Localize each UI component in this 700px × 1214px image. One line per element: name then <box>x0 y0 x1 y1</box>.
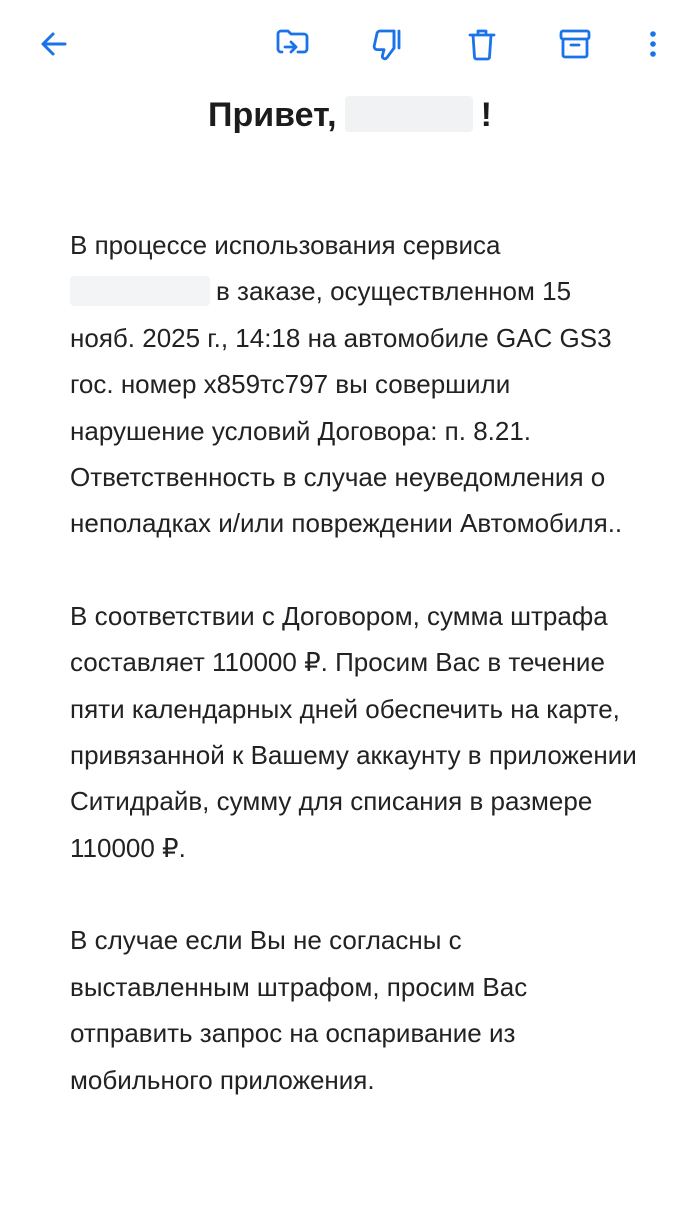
email-body <box>70 222 640 1149</box>
redacted-service-name <box>70 276 210 306</box>
back-button[interactable] <box>30 20 78 68</box>
more-options-button[interactable] <box>629 20 677 68</box>
paragraph-fine: В соответствии с Договором, сумма штрафа составляет 110000 ₽. Просим Вас в течение пяти календарных дней обеспечить на карте, привязанной к Вашему аккаунту в приложении Ситидрайв, сумму для списания в размере 110000 ₽. <box>70 600 637 863</box>
redacted-recipient-name <box>345 96 473 132</box>
greeting-prefix: Привет, <box>208 96 337 134</box>
greeting-suffix: ! <box>480 96 492 134</box>
not-spam-dislike-button[interactable] <box>363 20 411 68</box>
thumbs-down-icon <box>370 27 404 61</box>
more-vert-icon <box>648 29 658 59</box>
archive-icon <box>558 28 592 60</box>
paragraph-violation-text: в заказе, осуществленном 15 нояб. 2025 г., 14:18 на автомобиле GAC GS3 гос. номер х859тс797 вы совершили нарушение условий Договора: п. 8.21. Ответственность в случае неуведомления о неполадках и/или повреждении Автомобиля.. <box>70 276 623 539</box>
archive-button[interactable] <box>551 20 599 68</box>
paragraph-dispute: В случае если Вы не согласны с выставленным штрафом, просим Вас отправить запрос на оспаривание из мобильного приложения. <box>70 925 528 1095</box>
move-to-folder-icon <box>276 28 312 60</box>
back-arrow-icon <box>39 29 69 59</box>
delete-button[interactable] <box>458 20 506 68</box>
toolbar <box>0 0 700 90</box>
move-to-folder-button[interactable] <box>270 20 318 68</box>
paragraph-violation <box>70 222 640 547</box>
paragraph-violation-lead: В процессе использования сервиса <box>70 230 501 260</box>
trash-icon <box>467 27 497 61</box>
email-greeting <box>0 88 700 142</box>
